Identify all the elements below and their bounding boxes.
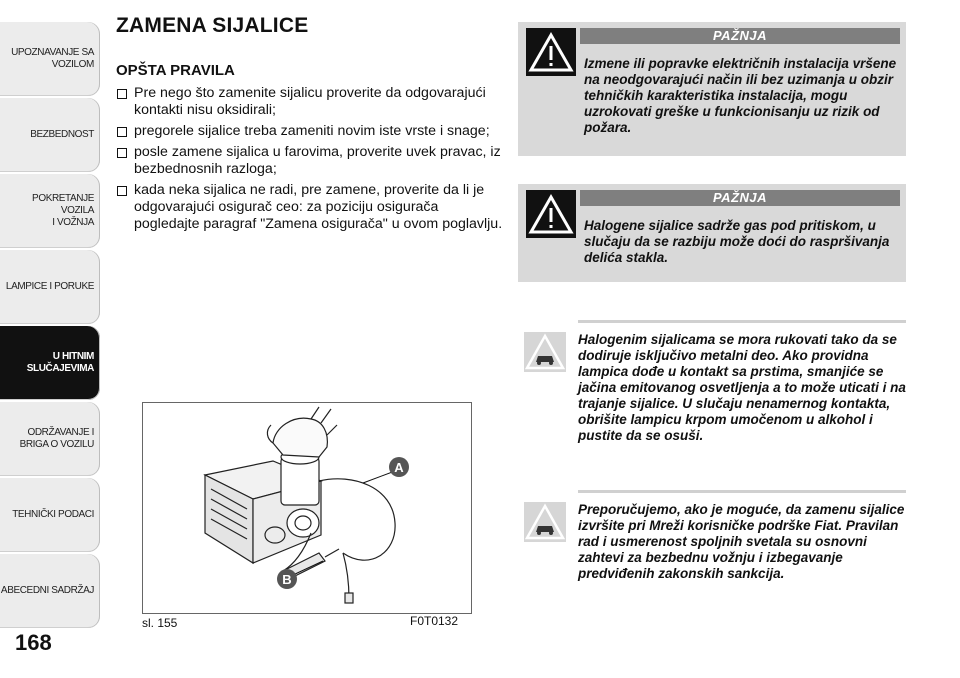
figure-caption: sl. 155 (142, 616, 178, 630)
checkbox-bullet-icon (117, 186, 127, 196)
rules-list (116, 85, 506, 233)
warning-heading: PAŽNJA (580, 28, 900, 44)
warning-box-2 (518, 184, 906, 282)
tab-odrzavanje[interactable] (0, 402, 100, 476)
list-item (116, 123, 506, 140)
page-number: 168 (15, 630, 52, 655)
list-item-text: pregorele sijalice treba zameniti novim iste vrste i snage; (134, 123, 490, 139)
list-item (116, 182, 506, 233)
tab-label: ODRŽAVANJE I BRIGA O VOZILU (19, 427, 94, 450)
tab-bezbednost[interactable] (0, 98, 100, 172)
tab-lampice-i-poruke[interactable] (0, 250, 100, 324)
divider (578, 490, 906, 493)
page-title: ZAMENA SIJALICE (116, 14, 309, 37)
section-subtitle: OPŠTA PRAVILA (116, 62, 235, 79)
list-item-text: Pre nego što zamenite sijalicu proverite da odgovarajući kontakti nisu oksidirali; (134, 85, 486, 118)
tab-label: BEZBEDNOST (30, 129, 94, 140)
checkbox-bullet-icon (117, 148, 127, 158)
note-2 (518, 490, 906, 610)
tab-label: POKRETANJE VOZILA I VOŽNJA (32, 193, 94, 228)
list-item (116, 85, 506, 119)
tab-label: LAMPICE I PORUKE (5, 281, 94, 292)
warning-text: Halogene sijalice sadrže gas pod pritiskom, u slučaju da se razbiju može doći do raspršivanja delića stakla. (584, 218, 890, 265)
list-item-text: kada neka sijalica ne radi, pre zamene, proverite da li je odgovarajući osigurač ceo: za poziciju osigurača pogledajte paragraf "Zamena osigurača" u ovom poglavlju. (134, 182, 503, 232)
callout-a (363, 457, 409, 483)
tab-pokretanje-vozila[interactable] (0, 174, 100, 248)
list-item (116, 144, 506, 178)
note-text: Preporučujemo, ako je moguće, da zamenu sijalice izvršite pri Mreži korisničke podrške Fiat. Pravilan rad i usmerenost spoljnih svetala su osnovni zahtevi za bezbednu vožnju i izbegavanje predviđenih zakonskih sankcija. (578, 502, 905, 581)
checkbox-bullet-icon (117, 89, 127, 99)
tab-label: UPOZNAVANJE SA VOZILOM (11, 47, 94, 70)
list-item-text: posle zamene sijalica u farovima, proverite uvek pravac, iz bezbednosnih razloga; (134, 144, 501, 177)
warning-box-1 (518, 22, 906, 156)
bulb-tester-illustration (143, 403, 471, 613)
tab-tehnicki-podaci[interactable] (0, 478, 100, 552)
tab-label: ABECEDNI SADRŽAJ (0, 585, 94, 596)
note-1 (518, 320, 906, 460)
warning-text: Izmene ili popravke električnih instalacija vršene na neodgovarajući način ili bez uzimanja u obzir tehničkih karakteristika instalacija, mogu uzrokovati greške u funkcionisanju uz rizik od požara. (584, 56, 897, 135)
note-text: Halogenim sijalicama se mora rukovati tako da se dodiruje isključivo metalni deo. Ako providna lampica dođe u kontakt sa prstima, smanjiće se jačina emitovanog osvetljenja a to može uticati i na trajanje sijalice. U slučaju nenamernog kontakta, obrišite lampicu krpom umočenom u alkohol i pustite da se osuši. (578, 332, 906, 443)
label-a: A (394, 460, 404, 475)
tab-upoznavanje-sa-vozilom[interactable] (0, 22, 100, 96)
label-b: B (282, 572, 292, 587)
tab-label: U HITNIM SLUČAJEVIMA (26, 351, 94, 374)
figure-code: F0T0132 (410, 614, 459, 628)
checkbox-bullet-icon (117, 127, 127, 137)
tab-label: TEHNIČKI PODACI (12, 509, 94, 520)
tab-u-hitnim-slucajevima[interactable] (0, 326, 100, 400)
figure-bulb-tester (142, 402, 472, 614)
main-column (116, 14, 506, 237)
tab-abecedni-sadrzaj[interactable] (0, 554, 100, 628)
warning-heading: PAŽNJA (580, 190, 900, 206)
divider (578, 320, 906, 323)
